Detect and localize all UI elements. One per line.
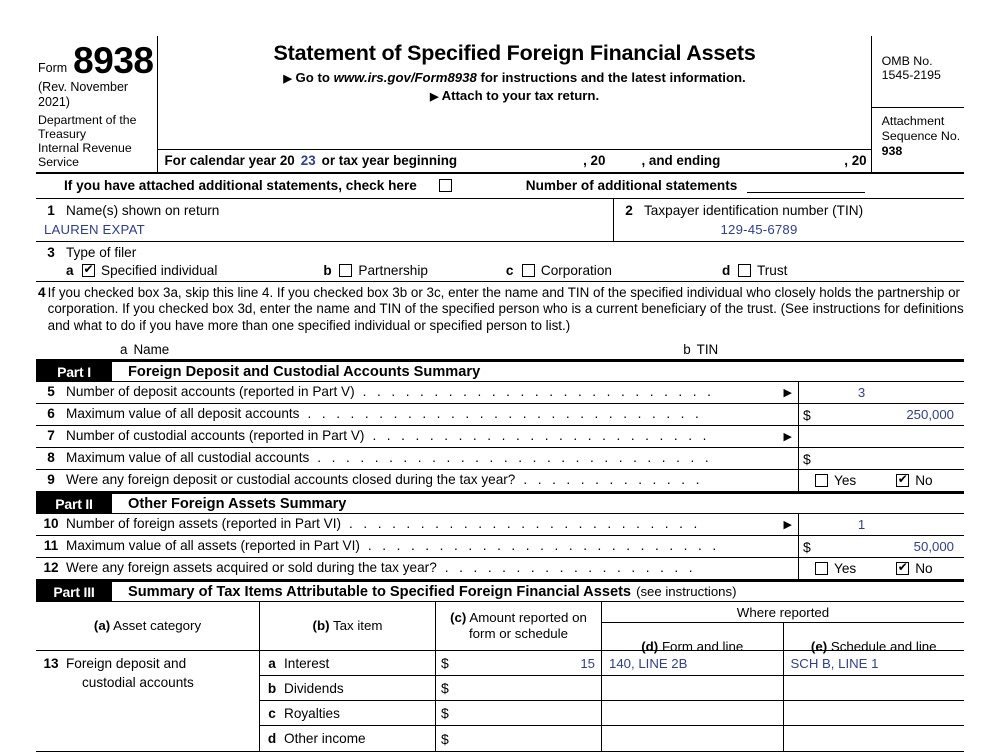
department-line-1: Department of the Treasury bbox=[38, 113, 137, 141]
item-b-schedule-line[interactable] bbox=[784, 676, 965, 700]
form-revision: (Rev. November 2021) bbox=[38, 80, 129, 109]
col-a-letter: (a) bbox=[93, 618, 111, 634]
dollar-sign-icon-6: $ bbox=[803, 406, 811, 423]
sequence-no-label: Sequence No. bbox=[881, 128, 961, 143]
line-11-row bbox=[36, 536, 964, 558]
part-1-tag: Part I bbox=[36, 362, 112, 381]
item-b-cell bbox=[260, 676, 436, 700]
part-3-title: Summary of Tax Items Attributable to Specified Foreign Financial Assets bbox=[128, 583, 632, 600]
line-8-number: 8 bbox=[47, 450, 55, 466]
item-a-letter: a bbox=[268, 655, 276, 671]
dollar-sign-icon-11: $ bbox=[803, 538, 811, 555]
goto-prefix: Go to bbox=[295, 70, 330, 85]
line-3-header bbox=[36, 245, 964, 260]
line-5-label-wrap bbox=[66, 382, 798, 403]
item-d-form-line[interactable] bbox=[602, 726, 784, 751]
line-4-block bbox=[36, 282, 964, 360]
line-12-no-label: No bbox=[915, 561, 933, 577]
item-d-schedule-line[interactable] bbox=[784, 726, 965, 751]
line-8-value-cell[interactable] bbox=[798, 448, 964, 469]
col-header-asset-category bbox=[36, 602, 260, 650]
item-b-label: Dividends bbox=[284, 680, 344, 696]
item-a-schedule-line[interactable]: SCH B, LINE 1 bbox=[790, 655, 879, 671]
and-ending-label: , and ending bbox=[641, 153, 721, 168]
item-a-amount: 15 bbox=[580, 655, 595, 671]
line-9-yes-label: Yes bbox=[834, 473, 857, 489]
line-10-value-cell[interactable] bbox=[798, 514, 964, 535]
line-4a-name-field[interactable] bbox=[114, 342, 169, 357]
line-7-value-cell[interactable] bbox=[798, 426, 964, 447]
part-2-banner bbox=[36, 492, 964, 514]
col-header-tax-item bbox=[260, 602, 436, 650]
item-b-amount-cell[interactable] bbox=[436, 676, 602, 700]
dollar-sign-icon-13a: $ bbox=[441, 655, 449, 672]
col-c-letter: (c) bbox=[450, 610, 467, 626]
where-reported-label: Where reported bbox=[602, 602, 964, 623]
line-12-yes-checkbox[interactable] bbox=[815, 562, 828, 575]
irs-url-link[interactable]: www.irs.gov/Form8938 bbox=[333, 70, 477, 85]
attach-return-line bbox=[164, 88, 864, 105]
header-right-block bbox=[872, 36, 964, 172]
end-year-suffix: , 20 bbox=[844, 153, 867, 168]
line-8-label-wrap bbox=[66, 448, 798, 469]
line-12-no-checkbox[interactable] bbox=[896, 562, 909, 575]
line-8-label: Maximum value of all custodial accounts bbox=[66, 450, 310, 466]
line-6-row bbox=[36, 404, 964, 426]
option-d-letter: d bbox=[721, 263, 731, 278]
line-5-number: 5 bbox=[47, 384, 55, 400]
line-1-name-block bbox=[36, 199, 614, 241]
line-10-label-wrap bbox=[66, 514, 798, 535]
filer-option-partnership[interactable] bbox=[323, 263, 428, 278]
row-13-number: 13 bbox=[43, 656, 59, 672]
filer-option-trust[interactable] bbox=[722, 263, 787, 278]
attached-statements-checkbox[interactable] bbox=[439, 179, 452, 192]
line-12-row bbox=[36, 558, 964, 580]
line-3-label: Type of filer bbox=[66, 245, 137, 260]
line-2-header bbox=[614, 202, 964, 220]
checkbox-specified-individual[interactable] bbox=[82, 264, 95, 277]
item-c-letter: c bbox=[268, 705, 276, 721]
dollar-sign-icon-13d: $ bbox=[441, 730, 449, 747]
filer-option-specified-individual[interactable] bbox=[66, 263, 217, 278]
part-2-title: Other Foreign Assets Summary bbox=[128, 495, 347, 512]
line-11-label: Maximum value of all assets (reported in Part VI) bbox=[66, 538, 360, 554]
line-4-name-tin-row bbox=[36, 342, 964, 360]
leader-dots: . . . . . . . . . . . . . . . . . . . . . . . . . bbox=[362, 384, 715, 400]
line-4-instructions: If you checked box 3a, skip this line 4. If you checked box 3b or 3c, enter the name and TIN of the specified individual who closely holds the partnership or corporation. If you checked box 3d, enter the name and TIN of the specified person who is a current beneficiary of the trust. (See instructions for definitions and what to do if you have more than one specified individual or specified person to list.) bbox=[47, 285, 964, 333]
omb-number: OMB No. 1545-2195 bbox=[881, 54, 941, 82]
line-1-name-value[interactable]: LAUREN EXPAT bbox=[44, 222, 145, 237]
col-c-label-line1: Amount reported on bbox=[469, 610, 587, 626]
row-13-category-line-1 bbox=[36, 654, 259, 673]
part-3-tag: Part III bbox=[36, 582, 112, 601]
col-header-amount-reported bbox=[436, 602, 602, 650]
attach-text: Attach to your tax return. bbox=[441, 88, 600, 103]
begin-year-suffix: , 20 bbox=[583, 153, 606, 168]
line-2-number: 2 bbox=[625, 203, 633, 218]
header-center-block bbox=[158, 36, 871, 172]
line-10-value: 1 bbox=[857, 517, 866, 533]
option-b-label: Partnership bbox=[358, 263, 428, 278]
option-d-label: Trust bbox=[756, 263, 788, 278]
filer-option-corporation[interactable] bbox=[506, 263, 612, 278]
item-d-label: Other income bbox=[284, 731, 366, 747]
dollar-sign-icon-13c: $ bbox=[441, 705, 449, 722]
row-13-category-text-1: Foreign deposit and bbox=[66, 656, 187, 672]
form-sheet bbox=[36, 36, 964, 752]
additional-statements-row bbox=[36, 174, 964, 199]
col-header-where-reported-group bbox=[602, 602, 964, 655]
right-triangle-icon-line7: ▶ bbox=[783, 431, 792, 444]
number-of-statements-label: Number of additional statements bbox=[525, 178, 738, 193]
checkbox-corporation[interactable] bbox=[522, 264, 535, 277]
item-a-amount-cell[interactable] bbox=[436, 651, 602, 675]
col-c-label-line2: form or schedule bbox=[468, 626, 569, 642]
calendar-prefix-label: For calendar year 20 bbox=[164, 153, 295, 168]
line-9-no-label: No bbox=[915, 473, 933, 489]
part-3-banner bbox=[36, 580, 964, 602]
line-10-label: Number of foreign assets (reported in Part VI) bbox=[66, 516, 342, 532]
form-number: 8938 bbox=[73, 40, 154, 81]
item-a-cell bbox=[260, 651, 436, 675]
leader-dots: . . . . . . . . . . . . . . . . . . . . . . . . bbox=[372, 428, 710, 444]
row-13-category-cell bbox=[36, 651, 260, 751]
table-row bbox=[260, 676, 964, 701]
col-b-letter: (b) bbox=[312, 618, 330, 634]
line-7-label: Number of custodial accounts (reported in Part V) bbox=[66, 428, 365, 444]
line-9-yes-checkbox[interactable] bbox=[815, 474, 828, 487]
line-8-row bbox=[36, 448, 964, 470]
line-12-label-wrap bbox=[66, 558, 798, 579]
line-9-label: Were any foreign deposit or custodial accounts closed during the tax year? bbox=[66, 472, 516, 488]
part-1-banner bbox=[36, 360, 964, 382]
option-c-letter: c bbox=[505, 263, 514, 278]
form-word-label: Form bbox=[38, 61, 68, 75]
line-11-number: 11 bbox=[43, 538, 59, 554]
col-e-label: Schedule and line bbox=[830, 639, 937, 655]
item-b-form-line[interactable] bbox=[602, 676, 784, 700]
row-13-items bbox=[260, 651, 964, 751]
right-triangle-icon-line10: ▶ bbox=[783, 519, 792, 532]
line-6-label: Maximum value of all deposit accounts bbox=[66, 406, 300, 422]
line-5-row bbox=[36, 382, 964, 404]
department-line-2: Internal Revenue Service bbox=[38, 141, 132, 169]
tax-year-beginning-label: or tax year beginning bbox=[321, 153, 458, 168]
header-left-block bbox=[36, 36, 158, 172]
part-2-tag: Part II bbox=[36, 494, 112, 513]
part-3-title-note: (see instructions) bbox=[636, 584, 737, 600]
part-3-title-wrap bbox=[112, 582, 736, 601]
line-6-value: 250,000 bbox=[906, 407, 954, 423]
attached-statements-label: If you have attached additional statements, check here bbox=[64, 178, 417, 193]
line-7-number: 7 bbox=[47, 428, 55, 444]
where-reported-subcols bbox=[602, 623, 964, 655]
line-11-label-wrap bbox=[66, 536, 798, 557]
line-7-row bbox=[36, 426, 964, 448]
leader-dots: . . . . . . . . . . . . . . . . . . bbox=[444, 560, 696, 576]
item-c-label: Royalties bbox=[284, 705, 340, 721]
row-13-category-text-2: custodial accounts bbox=[82, 675, 194, 691]
line-9-no-checkbox[interactable] bbox=[896, 474, 909, 487]
line-1-number: 1 bbox=[47, 203, 55, 218]
form-title: Statement of Specified Foreign Financial Assets bbox=[273, 41, 756, 65]
item-d-cell bbox=[260, 726, 436, 751]
item-d-amount-cell[interactable] bbox=[436, 726, 602, 751]
dollar-sign-icon-8: $ bbox=[803, 450, 811, 467]
col-d-label: Form and line bbox=[661, 639, 744, 655]
line-11-value-cell[interactable] bbox=[798, 536, 964, 557]
item-c-schedule-line[interactable] bbox=[784, 701, 965, 725]
line-9-yesno-cell bbox=[798, 470, 964, 491]
part-3-row-13 bbox=[36, 650, 964, 751]
option-c-label: Corporation bbox=[540, 263, 612, 278]
dollar-sign-icon-13b: $ bbox=[441, 680, 449, 697]
name-and-tin-row bbox=[36, 199, 964, 242]
line-9-row bbox=[36, 470, 964, 492]
right-triangle-icon: ▶ bbox=[283, 73, 292, 85]
checkbox-partnership[interactable] bbox=[339, 264, 352, 277]
line-5-value-cell[interactable] bbox=[798, 382, 964, 403]
department-agency bbox=[38, 113, 153, 169]
line-10-row bbox=[36, 514, 964, 536]
calendar-year-row bbox=[158, 149, 870, 172]
line-4a-label: Name bbox=[133, 342, 170, 358]
line-4-number: 4 bbox=[38, 285, 46, 300]
col-b-label: Tax item bbox=[332, 618, 383, 634]
checkbox-trust[interactable] bbox=[738, 264, 751, 277]
line-4b-label: TIN bbox=[696, 342, 719, 358]
leader-dots: . . . . . . . . . . . . . . . . . . . . . . . . . . . . bbox=[307, 406, 703, 422]
line-7-label-wrap bbox=[66, 426, 798, 447]
number-of-statements-input[interactable] bbox=[747, 179, 865, 193]
line-2-tin-block bbox=[614, 199, 964, 241]
line-3-options bbox=[36, 263, 964, 278]
col-a-label: Asset category bbox=[113, 618, 202, 634]
right-triangle-icon-2: ▶ bbox=[429, 91, 439, 103]
line-3-type-of-filer bbox=[36, 242, 964, 282]
table-row bbox=[260, 701, 964, 726]
item-a-form-line[interactable]: 140, LINE 2B bbox=[602, 651, 784, 675]
line-2-tin-value[interactable]: 129-45-6789 bbox=[720, 222, 798, 237]
item-c-cell bbox=[260, 701, 436, 725]
option-a-letter: a bbox=[66, 263, 74, 278]
line-9-number: 9 bbox=[47, 472, 55, 488]
col-e-letter: (e) bbox=[810, 639, 828, 655]
header-titles bbox=[158, 36, 870, 149]
goto-suffix: for instructions and the latest information. bbox=[480, 70, 746, 85]
line-4b-letter: b bbox=[683, 342, 691, 358]
line-1-label: Name(s) shown on return bbox=[66, 203, 220, 218]
line-5-value: 3 bbox=[857, 385, 866, 401]
attachment-sequence-line bbox=[882, 129, 964, 159]
leader-dots: . . . . . . . . . . . . . . . . . . . . . . . . . . . . bbox=[317, 450, 713, 466]
item-d-letter: d bbox=[267, 731, 277, 747]
line-9-label-wrap bbox=[66, 470, 798, 491]
part-3-table bbox=[36, 602, 964, 752]
item-c-form-line[interactable] bbox=[602, 701, 784, 725]
leader-dots: . . . . . . . . . . . . . bbox=[523, 472, 703, 488]
attachment-label: Attachment bbox=[881, 113, 945, 128]
line-4b-tin-field[interactable] bbox=[677, 342, 718, 357]
line-5-label: Number of deposit accounts (reported in Part V) bbox=[66, 384, 355, 400]
line-1-header bbox=[36, 202, 613, 220]
calendar-year-value[interactable]: 23 bbox=[300, 153, 316, 168]
right-triangle-icon-line5: ▶ bbox=[783, 387, 792, 400]
item-a-label: Interest bbox=[284, 655, 330, 671]
table-row bbox=[260, 651, 964, 676]
line-3-number: 3 bbox=[47, 245, 55, 260]
line-12-label: Were any foreign assets acquired or sold during the tax year? bbox=[66, 560, 437, 576]
line-6-number: 6 bbox=[47, 406, 55, 422]
leader-dots: . . . . . . . . . . . . . . . . . . . . . . . . . bbox=[367, 538, 720, 554]
line-4-row bbox=[36, 282, 964, 336]
form-header bbox=[36, 36, 964, 174]
line-4a-letter: a bbox=[120, 342, 128, 358]
form-number-row bbox=[38, 38, 154, 81]
goto-instructions-line bbox=[164, 70, 864, 87]
option-a-label: Specified individual bbox=[101, 263, 218, 278]
sequence-no-value: 938 bbox=[881, 143, 903, 158]
line-6-label-wrap bbox=[66, 404, 798, 425]
line-12-yes-label: Yes bbox=[834, 561, 857, 577]
line-11-value: 50,000 bbox=[913, 539, 954, 555]
col-d-letter: (d) bbox=[641, 639, 659, 655]
line-12-yesno-cell bbox=[798, 558, 964, 579]
item-b-letter: b bbox=[267, 680, 277, 696]
line-6-value-cell[interactable] bbox=[798, 404, 964, 425]
line-2-label: Taxpayer identification number (TIN) bbox=[644, 203, 864, 218]
item-c-amount-cell[interactable] bbox=[436, 701, 602, 725]
part-3-table-header bbox=[36, 602, 964, 655]
part-1-title: Foreign Deposit and Custodial Accounts Summary bbox=[128, 363, 481, 380]
attachment-sequence-block bbox=[872, 107, 964, 173]
table-row bbox=[260, 726, 964, 751]
line-10-number: 10 bbox=[43, 516, 59, 532]
leader-dots: . . . . . . . . . . . . . . . . . . . . . . . . . bbox=[349, 516, 701, 532]
line-12-number: 12 bbox=[43, 560, 59, 576]
option-b-letter: b bbox=[323, 263, 332, 278]
